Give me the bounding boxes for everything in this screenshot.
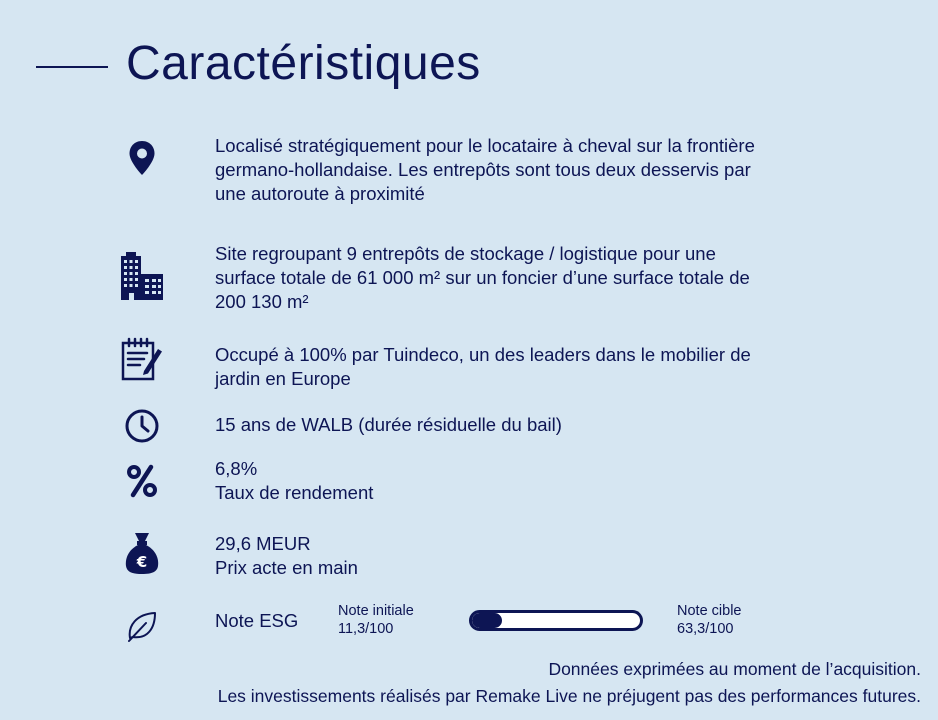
title-decoration-line xyxy=(36,66,108,68)
esg-target-value: 63,3/100 xyxy=(677,621,734,637)
clock-icon xyxy=(112,402,172,450)
money-bag-euro-icon xyxy=(112,529,172,577)
page-title: Caractéristiques xyxy=(126,37,481,90)
row-site-text xyxy=(215,242,905,314)
price-value: 29,6 MEUR xyxy=(215,533,311,554)
yield-label: Taux de rendement xyxy=(215,482,374,503)
footnote-acquisition: Données exprimées au moment de l’acquisition. xyxy=(548,659,921,679)
notepad-pen-icon xyxy=(112,336,172,384)
row-price-text xyxy=(215,532,905,580)
row-tenant-text xyxy=(215,343,905,391)
row-walb-text xyxy=(215,413,905,437)
text-line: surface totale de 61 000 m² sur un foncier d’une surface totale de xyxy=(215,267,750,288)
text-line: 15 ans de WALB (durée résiduelle du bail) xyxy=(215,414,562,435)
leaf-icon xyxy=(112,602,172,650)
esg-target xyxy=(677,602,741,638)
percent-icon xyxy=(112,457,172,505)
buildings-icon xyxy=(112,253,172,301)
text-line: Site regroupant 9 entrepôts de stockage / logistique pour une xyxy=(215,243,716,264)
text-line: Localisé stratégiquement pour le locataire à cheval sur la frontière xyxy=(215,135,755,156)
esg-initial xyxy=(338,602,414,638)
text-line: jardin en Europe xyxy=(215,368,351,389)
price-label: Prix acte en main xyxy=(215,557,358,578)
esg-target-label: Note cible xyxy=(677,603,742,619)
esg-progress-fill xyxy=(472,613,502,628)
yield-value: 6,8% xyxy=(215,458,258,479)
esg-label: Note ESG xyxy=(215,610,299,631)
esg-initial-value: 11,3/100 xyxy=(338,621,394,637)
text-line: Occupé à 100% par Tuindeco, un des leaders dans le mobilier de xyxy=(215,344,751,365)
svg-text:€: € xyxy=(136,553,148,571)
location-pin-icon xyxy=(112,134,172,182)
row-location-text xyxy=(215,134,905,206)
text-line: germano-hollandaise. Les entrepôts sont tous deux desservis par xyxy=(215,159,751,180)
footnote-disclaimer: Les investissements réalisés par Remake Live ne préjugent pas des performances futures. xyxy=(217,686,921,706)
row-yield-text xyxy=(215,457,905,505)
text-line: une autoroute à proximité xyxy=(215,183,425,204)
esg-progress-bar xyxy=(469,610,643,631)
esg-initial-label: Note initiale xyxy=(338,603,414,619)
text-line: 200 130 m² xyxy=(215,291,309,312)
